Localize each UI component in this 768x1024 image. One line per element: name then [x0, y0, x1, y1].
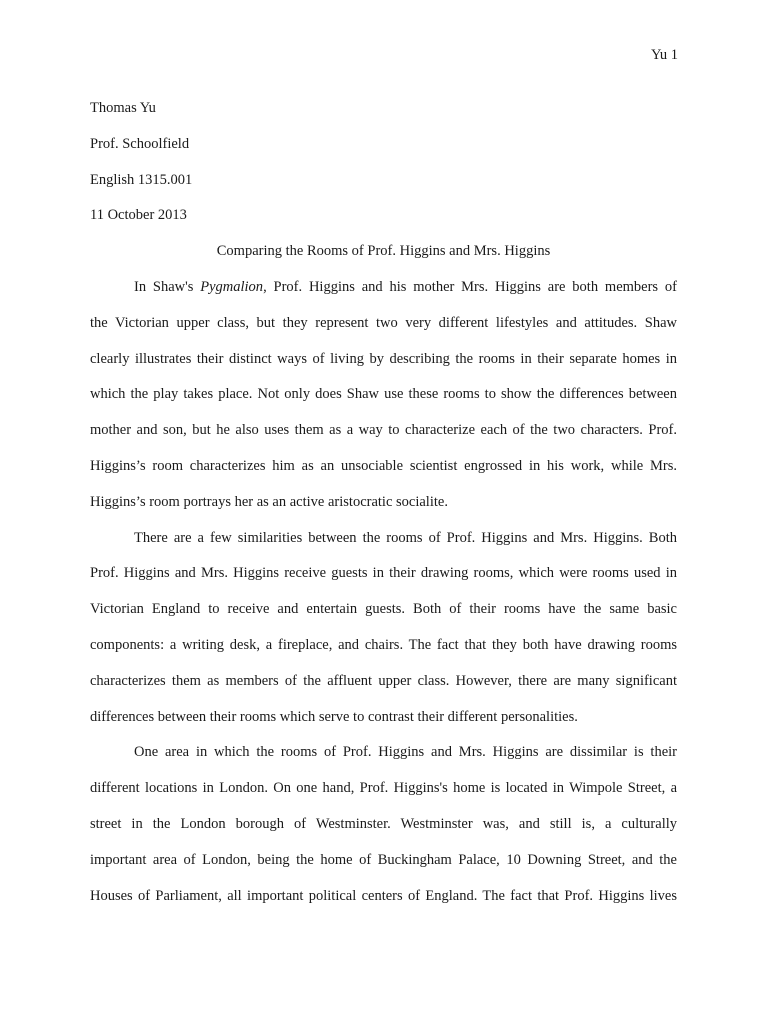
paragraph-2-line-1: There are a few similarities between the rooms of Prof. Higgins and Mrs. Higgins. Both: [134, 529, 677, 546]
paragraph-1-line-6: Higgins’s room characterizes him as an unsociable scientist engrossed in his work, while Mrs.: [90, 457, 677, 474]
paragraph-3-line-4: important area of London, being the home of Buckingham Palace, 10 Downing Street, and the: [90, 851, 677, 868]
essay-date: 11 October 2013: [90, 207, 187, 224]
paragraph-2-line-3: Victorian England to receive and entertain guests. Both of their rooms have the same basic: [90, 601, 677, 618]
author-name: Thomas Yu: [90, 100, 156, 116]
paragraph-1-line-3: clearly illustrates their distinct ways of living by describing the rooms in their separate homes in: [90, 350, 677, 367]
paragraph-1-line-2: the Victorian upper class, but they represent two very different lifestyles and attitudes. Shaw: [90, 314, 677, 331]
essay-title: Comparing the Rooms of Prof. Higgins and Mrs. Higgins: [216, 243, 551, 260]
play-title-italic: Pygmalion: [200, 278, 264, 295]
paragraph-1-line-5: mother and son, but he also uses them as a way to characterize each of the two characters. Prof.: [90, 422, 677, 439]
paragraph-1-line-7: Higgins’s room portrays her as an active aristocratic socialite.: [90, 493, 448, 510]
paragraph-2-line-2: Prof. Higgins and Mrs. Higgins receive guests in their drawing rooms, which were rooms used in: [90, 565, 677, 582]
running-head: Yu 1: [651, 47, 678, 63]
intro-prefix: In Shaw's: [134, 278, 201, 295]
paragraph-3-line-3: street in the London borough of Westminster. Westminster was, and still is, a culturally: [90, 815, 677, 832]
paragraph-3-line-1: One area in which the rooms of Prof. Higgins and Mrs. Higgins are dissimilar is their: [134, 744, 677, 761]
paragraph-1-line-1: [90, 270, 677, 306]
paragraph-2-line-5: characterizes them as members of the affluent upper class. However, there are many significant: [90, 672, 677, 689]
course-number: English 1315.001: [90, 171, 193, 188]
paragraph-3-line-2: different locations in London. On one hand, Prof. Higgins's home is located in Wimpole Street, a: [90, 780, 677, 797]
paragraph-2-line-4: components: a writing desk, a fireplace, and chairs. The fact that they both have drawing rooms: [90, 636, 677, 653]
essay-body: [90, 91, 677, 914]
professor-name: Prof. Schoolfield: [90, 135, 190, 152]
paragraph-3-line-5: Houses of Parliament, all important political centers of England. The fact that Prof. Higgins lives: [90, 887, 677, 904]
paragraph-2-line-6: differences between their rooms which serve to contrast their different personalities.: [90, 708, 578, 725]
intro-suffix: , Prof. Higgins and his mother Mrs. Higgins are both members of: [263, 278, 677, 295]
paragraph-1-line-4: which the play takes place. Not only does Shaw use these rooms to show the differences between: [90, 386, 677, 403]
